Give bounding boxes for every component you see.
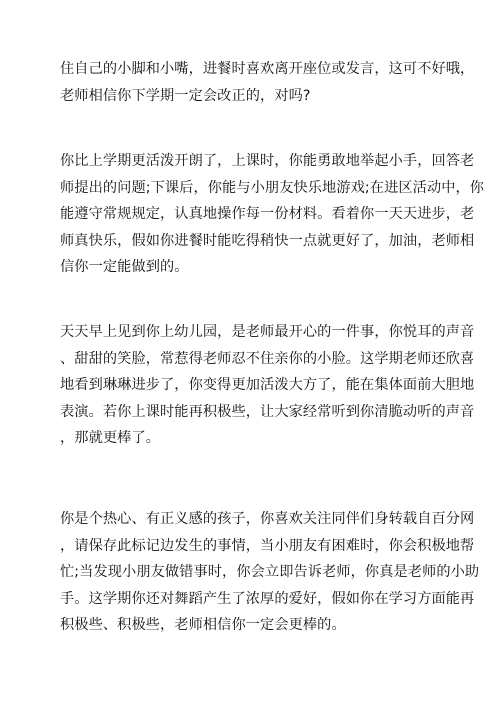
text-line: 表演。若你上课时能再积极些，让大家经常听到你清脆动听的声音 (60, 403, 475, 420)
text-line: 师提出的问题;下课后，你能与小朋友快乐地游戏;在进区活动中，你 (60, 179, 485, 196)
text-line: 忙;当发现小朋友做错事时，你会立即告诉老师，你真是老师的小助 (60, 564, 480, 580)
text-line: 能遵守常规规定，认真地操作每一份材料。看着你一天天进步，老 (60, 206, 475, 222)
paragraph-1 (60, 56, 475, 109)
text-line: ，那就更棒了。 (60, 430, 161, 446)
text-line: 师真快乐，假如你进餐时能吃得稍快一点就更好了，加油，老师相 (60, 232, 475, 249)
text-line: 天天早上见到你上幼儿园，是老师最开心的一件事，你悦耳的声音 (60, 324, 475, 340)
text-line: ，请保存此标记边发生的事情，当小朋友有困难时，你会积极地帮 (60, 537, 475, 554)
text-line: 积极些、积极些，老师相信你一定会更棒的。 (60, 617, 346, 633)
text-line: 信你一定能做到的。 (60, 259, 189, 275)
text-line: 你比上学期更活泼开朗了，上课时，你能勇敢地举起小手，回答老 (60, 153, 475, 169)
paragraph-4 (60, 506, 480, 639)
text-line: 老师相信你下学期一定会改正的，对吗? (60, 87, 311, 104)
text-line: 住自己的小脚和小嘴，进餐时喜欢离开座位或发言，这可不好哦， (60, 61, 475, 77)
paragraph-3 (60, 319, 475, 452)
text-line: 、甜甜的笑脸，常惹得老师忍不住亲你的小脸。这学期老师还欣喜 (60, 350, 475, 367)
text-line: 地看到琳琳进步了，你变得更加活泼大方了，能在集体面前大胆地 (60, 377, 475, 393)
text-line: 手。这学期你还对舞蹈产生了浓厚的爱好，假如你在学习方面能再 (60, 590, 475, 607)
paragraph-2 (60, 148, 485, 281)
text-line: 你是个热心、有正义感的孩子，你喜欢关注同伴们身转载自百分网 (60, 511, 475, 527)
